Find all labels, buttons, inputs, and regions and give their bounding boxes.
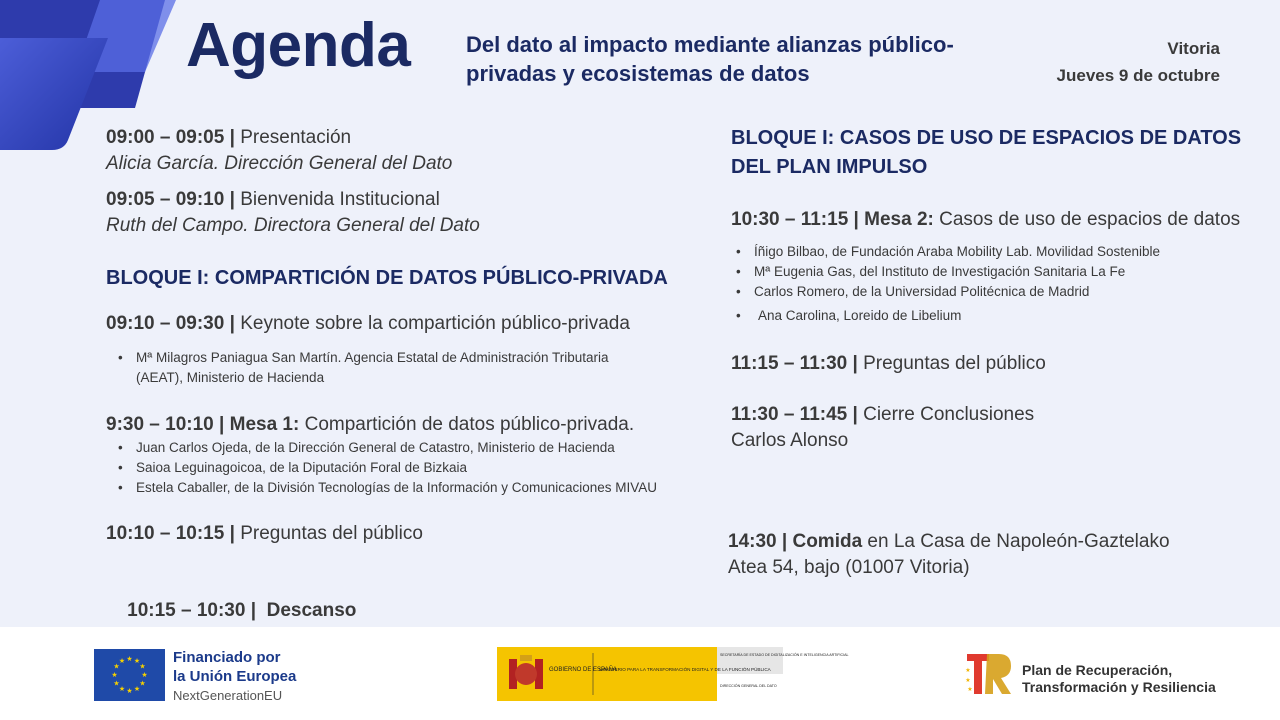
svg-text:GOBIERNO DE ESPAÑA: GOBIERNO DE ESPAÑA [549, 667, 617, 673]
page-title: Agenda [186, 11, 411, 80]
eu-line-3: NextGenerationEU [173, 688, 283, 703]
svg-text:★: ★ [965, 667, 971, 674]
list-item: • Ana Carolina, Loreido de Libelium [724, 306, 1160, 326]
list-item: • Carlos Romero, de la Universidad Politécnica de Madrid [724, 282, 1160, 302]
list-item: • Mª Milagros Paniagua San Martín. Agencia Estatal de Administración Tributaria [106, 348, 609, 368]
list-item: • Saioa Leguinagoicoa, de la Diputación Foral de Bizkaia [106, 458, 657, 478]
item-time: 11:30 – 11:45 | [731, 404, 858, 425]
agenda-item-preguntas-2 [731, 351, 1046, 377]
item-time: 11:15 – 11:30 | [731, 353, 858, 374]
eu-line-2: la Unión Europea [173, 668, 297, 685]
coat-of-arms-icon [509, 655, 543, 689]
svg-text:★: ★ [139, 662, 146, 671]
block-heading-line-2: DEL PLAN IMPULSO [731, 156, 928, 178]
item-time: 09:05 – 09:10 | [106, 189, 235, 210]
list-item: • Íñigo Bilbao, de Fundación Araba Mobility Lab. Movilidad Sostenible [724, 242, 1160, 262]
item-title: Casos de uso de espacios de datos [933, 209, 1241, 230]
keynote-speakers-list [106, 348, 609, 388]
svg-text:SECRETARÍA DE ESTADO DE DIGITA: SECRETARÍA DE ESTADO DE DIGITALIZACIÓN E INTELIGENCIA ARTIFICIAL [720, 653, 849, 657]
event-subtitle [466, 30, 1026, 88]
item-speaker: Carlos Alonso [731, 430, 849, 451]
item-title: Cierre Conclusiones [857, 404, 1035, 425]
block-heading-casos-de-uso [731, 124, 1241, 182]
item-time: 09:00 – 09:05 | [106, 127, 235, 148]
agenda-item-comida [728, 529, 1170, 581]
item-time: 9:30 – 10:10 | Mesa 1: [106, 414, 300, 435]
svg-text:★: ★ [133, 657, 141, 665]
svg-text:★: ★ [139, 679, 146, 688]
eu-line-1: Financiado por [173, 649, 281, 666]
agenda-item-cierre [731, 402, 1034, 454]
event-city: Vitoria [1167, 39, 1220, 58]
svg-text:★: ★ [118, 685, 126, 693]
item-title: Presentación [234, 127, 352, 148]
svg-text:★: ★ [126, 687, 133, 695]
svg-text:★: ★ [113, 679, 120, 688]
item-title: Keynote sobre la compartición público-privada [234, 313, 630, 334]
block-heading-line-1: BLOQUE I: CASOS DE USO DE ESPACIOS DE DATOS [731, 127, 1242, 149]
item-time: 14:30 | Comida [728, 531, 863, 552]
item-title: Compartición de datos público-privada. [299, 414, 635, 435]
prtr-line-1: Plan de Recuperación, [1022, 662, 1173, 678]
item-location: Atea 54, bajo (01007 Vitoria) [728, 557, 970, 578]
mesa-2-speakers-list [724, 242, 1160, 326]
item-time: 09:10 – 09:30 | [106, 313, 235, 334]
eu-flag-icon [94, 649, 165, 701]
subtitle-line-2: privadas y ecosistemas de datos [466, 61, 810, 86]
item-time: 10:30 – 11:15 | Mesa 2: [731, 209, 934, 230]
svg-text:★: ★ [118, 657, 126, 665]
agenda-item-bienvenida [106, 187, 480, 239]
item-time: 10:15 – 10:30 | [127, 600, 257, 621]
item-speaker: Ruth del Campo. Directora General del Dato [106, 215, 480, 236]
item-title: Bienvenida Institucional [234, 189, 440, 210]
agenda-item-mesa-1 [106, 412, 634, 438]
gobierno-espana-logo [497, 647, 849, 701]
svg-text:★: ★ [111, 671, 118, 679]
prtr-line-2: Transformación y Resiliencia [1022, 679, 1216, 695]
subtitle-line-1: Del dato al impacto mediante alianzas público- [466, 32, 954, 57]
svg-text:MINISTERIO PARA LA TRANSFORMAC: MINISTERIO PARA LA TRANSFORMACIÓN DIGITAL Y DE LA FUNCIÓN PÚBLICA [599, 667, 771, 672]
svg-text:DIRECCIÓN GENERAL DEL DATO: DIRECCIÓN GENERAL DEL DATO [720, 684, 777, 688]
agenda-item-preguntas-1 [106, 521, 423, 547]
item-title: Preguntas del público [234, 523, 423, 544]
mesa-1-speakers-list [106, 438, 657, 498]
list-item: • Mª Eugenia Gas, del Instituto de Investigación Sanitaria La Fe [724, 262, 1160, 282]
agenda-item-keynote [106, 311, 630, 337]
recovery-plan-logo-icon [965, 650, 1017, 703]
item-title: Preguntas del público [857, 353, 1046, 374]
item-time: 10:10 – 10:15 | [106, 523, 235, 544]
svg-text:★: ★ [967, 686, 973, 693]
svg-text:★: ★ [113, 662, 120, 671]
block-heading-comparticion: BLOQUE I: COMPARTICIÓN DE DATOS PÚBLICO-PRIVADA [106, 267, 668, 289]
svg-text:★: ★ [126, 655, 133, 663]
agenda-item-mesa-2 [731, 207, 1240, 233]
list-item: • Estela Caballer, de la División Tecnologías de la Información y Comunicaciones MIVAU [106, 478, 657, 498]
list-item: • Juan Carlos Ojeda, de la Dirección General de Catastro, Ministerio de Hacienda [106, 438, 657, 458]
recovery-plan-label [1022, 662, 1216, 696]
event-date: Jueves 9 de octubre [1056, 66, 1220, 85]
item-title: Descanso [256, 600, 357, 621]
event-place-date [1057, 35, 1220, 89]
list-item-continuation: (AEAT), Ministerio de Hacienda [136, 370, 325, 385]
eu-funding-label [173, 648, 296, 705]
item-title: en La Casa de Napoleón-Gaztelako [862, 531, 1170, 552]
item-speaker: Alicia García. Dirección General del Dato [106, 153, 453, 174]
svg-text:★: ★ [133, 685, 141, 693]
agenda-item-presentacion [106, 125, 452, 177]
svg-text:★: ★ [141, 671, 148, 679]
svg-text:★: ★ [965, 677, 971, 684]
